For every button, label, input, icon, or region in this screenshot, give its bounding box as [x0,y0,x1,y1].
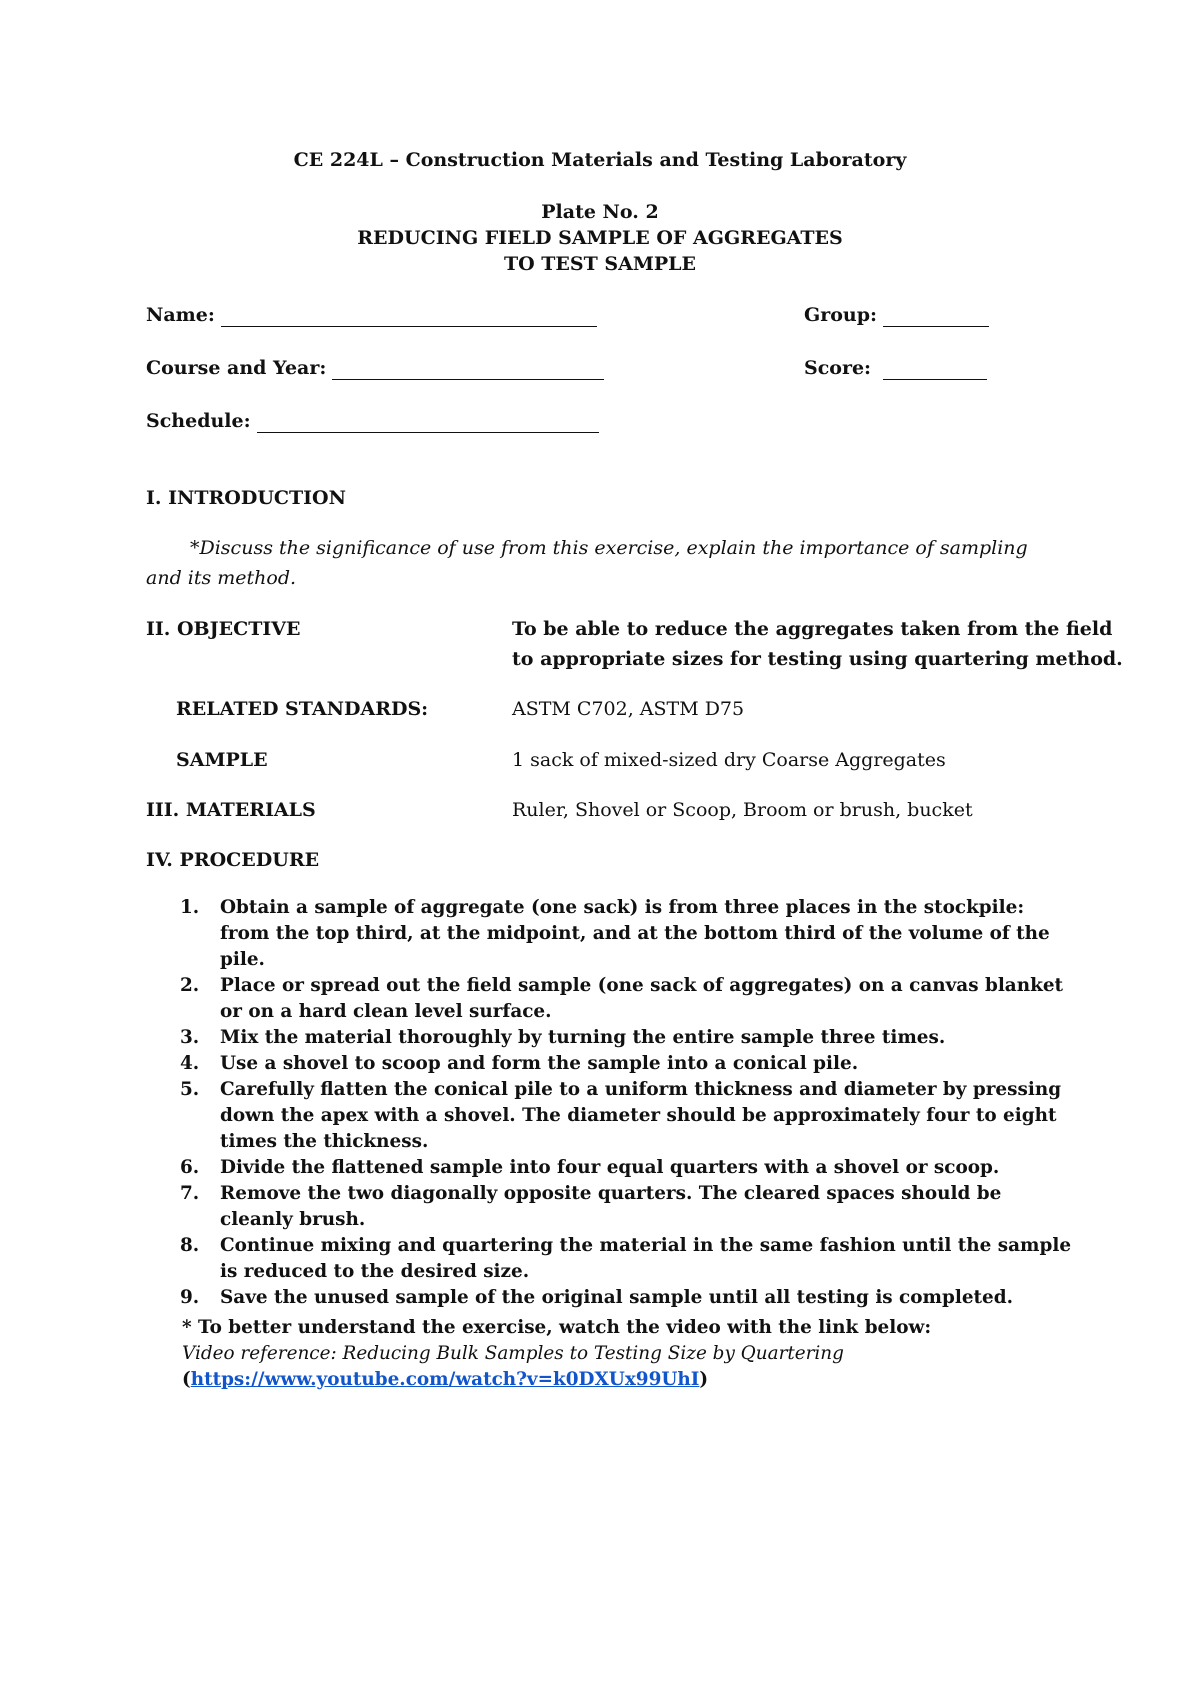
step-number: 7. [180,1183,200,1204]
group-blank[interactable] [883,308,989,327]
procedure-list [176,895,1076,1311]
schedule-field[interactable] [146,409,599,433]
step-text: Carefully flatten the conical pile to a uniform thickness and diameter by pressing down the apex with a shovel. The diameter should be approximately four to eight times the thickness. [220,1079,1062,1152]
sample-label: SAMPLE [176,749,268,771]
group-label: Group: [804,304,878,326]
document-title-line1: REDUCING FIELD SAMPLE OF AGGREGATES [357,227,843,249]
introduction-heading: I. INTRODUCTION [146,487,346,509]
score-field[interactable] [804,356,987,380]
materials-value: Ruler, Shovel or Scoop, Broom or brush, bucket [512,799,973,821]
video-note [182,1315,931,1393]
objective-heading: II. OBJECTIVE [146,618,301,640]
sample-value: 1 sack of mixed-sized dry Coarse Aggregates [512,749,946,771]
step-text: Place or spread out the field sample (one sack of aggregates) on a canvas blanket or on a hard clean level surface. [220,975,1064,1022]
video-reference-title: Video reference: Reducing Bulk Samples to Testing Size by Quartering [182,1343,844,1364]
name-field[interactable] [146,303,597,327]
procedure-step [176,1051,1076,1077]
procedure-step [176,1077,1076,1155]
step-number: 9. [180,1287,200,1308]
open-paren: ( [182,1369,191,1390]
step-text: Mix the material thoroughly by turning the entire sample three times. [220,1027,946,1048]
step-number: 4. [180,1053,200,1074]
procedure-step [176,1155,1076,1181]
close-paren: ) [699,1369,709,1390]
step-text: Use a shovel to scoop and form the sample into a conical pile. [220,1053,859,1074]
step-number: 1. [180,897,200,918]
score-blank[interactable] [883,361,987,380]
plate-number: Plate No. 2 [541,201,659,223]
name-label: Name: [146,304,215,326]
step-number: 3. [180,1027,200,1048]
introduction-note: *Discuss the significance of use from this exercise, explain the importance of sampling and its method. [146,537,1028,589]
step-number: 6. [180,1157,200,1178]
objective-text-line1: To be able to reduce the aggregates taken from the field [512,618,1113,640]
step-text: Obtain a sample of aggregate (one sack) is from three places in the stockpile: from the top third, at the midpoint, and at the bottom third of the volume of the pile. [220,897,1050,970]
schedule-label: Schedule: [146,410,251,432]
step-text: Remove the two diagonally opposite quarters. The cleared spaces should be cleanly brush. [220,1183,1002,1230]
video-note-instruction: * To better understand the exercise, watch the video with the link below: [182,1317,932,1338]
objective-text-line2: to appropriate sizes for testing using quartering method. [512,648,1123,670]
procedure-step [176,1233,1076,1285]
procedure-step [176,895,1076,973]
procedure-step [176,1181,1076,1233]
procedure-step [176,973,1076,1025]
step-text: Divide the flattened sample into four equal quarters with a shovel or scoop. [220,1157,1000,1178]
step-number: 5. [180,1079,200,1100]
document-title-line2: TO TEST SAMPLE [503,253,697,275]
score-label: Score: [804,357,872,379]
course-year-blank[interactable] [332,361,604,380]
procedure-step [176,1025,1076,1051]
step-text: Save the unused sample of the original sample until all testing is completed. [220,1287,1013,1308]
materials-heading: III. MATERIALS [146,799,316,821]
course-title: CE 224L – Construction Materials and Testing Laboratory [293,149,907,171]
procedure-heading: IV. PROCEDURE [146,849,320,871]
group-field[interactable] [804,303,989,327]
video-link-line [182,1367,931,1393]
step-number: 2. [180,975,200,996]
step-text: Continue mixing and quartering the material in the same fashion until the sample is reduced to the desired size. [220,1235,1072,1282]
related-standards-value: ASTM C702, ASTM D75 [512,698,745,720]
course-year-label: Course and Year: [146,357,327,379]
schedule-blank[interactable] [257,414,599,433]
course-year-field[interactable] [146,356,604,380]
related-standards-label: RELATED STANDARDS: [176,698,429,720]
video-link[interactable]: https://www.youtube.com/watch?v=k0DXUx99UhI [190,1369,700,1390]
procedure-step [176,1285,1076,1311]
step-number: 8. [180,1235,200,1256]
name-blank[interactable] [221,308,597,327]
